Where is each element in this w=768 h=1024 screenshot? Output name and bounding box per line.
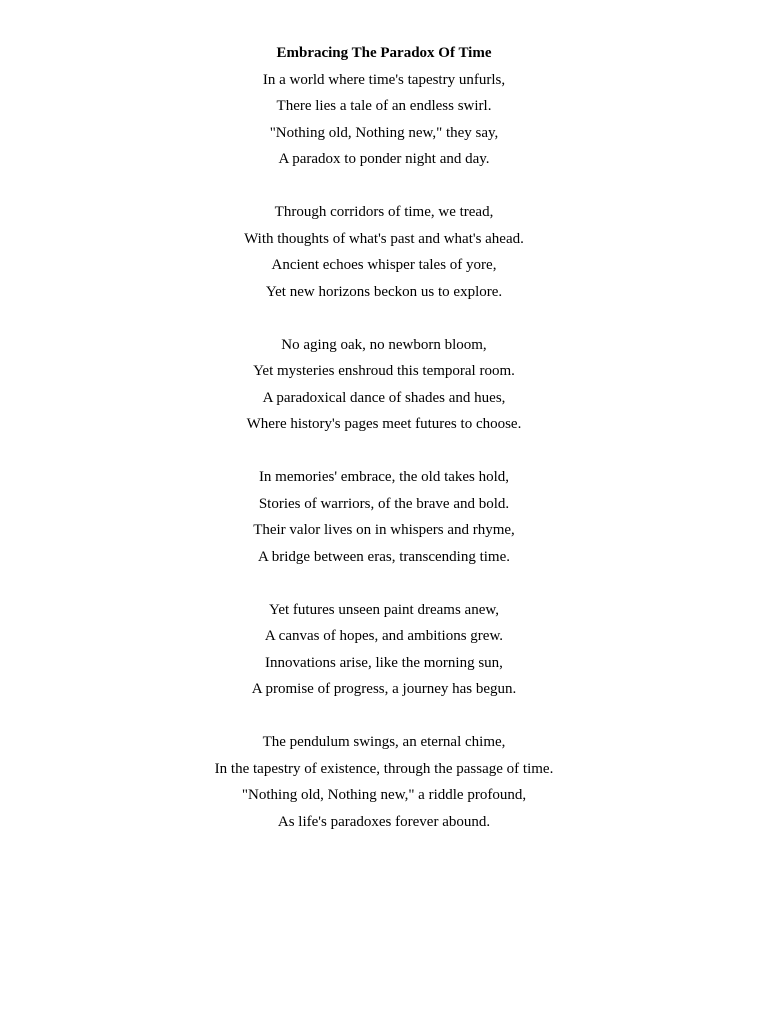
- poem-line: As life's paradoxes forever abound.: [277, 813, 491, 830]
- poem-line: In a world where time's tapestry unfurls,: [262, 71, 506, 88]
- poem-line: In the tapestry of existence, through the passage of time.: [214, 760, 554, 777]
- stanza: [0, 332, 768, 438]
- poem-title: Embracing The Paradox Of Time: [276, 45, 492, 61]
- poem-line: A bridge between eras, transcending time.: [258, 548, 510, 565]
- poem-line: Yet new horizons beckon us to explore.: [265, 283, 503, 300]
- poem-line: With thoughts of what's past and what's ahead.: [244, 230, 524, 247]
- poem-line: Yet mysteries enshroud this temporal room.: [253, 363, 515, 379]
- stanza: [0, 729, 768, 835]
- stanza: [0, 464, 768, 570]
- stanza: [0, 597, 768, 703]
- poem-line: A paradox to ponder night and day.: [278, 151, 490, 167]
- stanza: [0, 67, 768, 173]
- poem-page: [0, 40, 768, 862]
- poem-line: In memories' embrace, the old takes hold,: [258, 469, 510, 485]
- poem-line: Innovations arise, like the morning sun,: [265, 654, 503, 671]
- poem-line: There lies a tale of an endless swirl.: [276, 98, 492, 114]
- poem-line: A canvas of hopes, and ambitions grew.: [264, 628, 504, 644]
- poem-line: A paradoxical dance of shades and hues,: [262, 389, 506, 406]
- stanza: [0, 199, 768, 305]
- poem-line: Where history's pages meet futures to choose.: [246, 416, 522, 432]
- poem-line: Ancient echoes whisper tales of yore,: [271, 257, 497, 273]
- poem-line: A promise of progress, a journey has begun.: [251, 681, 517, 697]
- poem-line: Yet futures unseen paint dreams anew,: [269, 601, 499, 618]
- poem-line: "Nothing old, Nothing new," a riddle profound,: [241, 787, 527, 803]
- poem-line: No aging oak, no newborn bloom,: [281, 336, 487, 353]
- poem-line: "Nothing old, Nothing new," they say,: [269, 124, 499, 141]
- poem-line: Stories of warriors, of the brave and bold.: [258, 495, 510, 512]
- poem-line: Their valor lives on in whispers and rhyme,: [253, 522, 515, 538]
- poem-line: The pendulum swings, an eternal chime,: [262, 734, 506, 750]
- poem-line: Through corridors of time, we tread,: [274, 204, 494, 220]
